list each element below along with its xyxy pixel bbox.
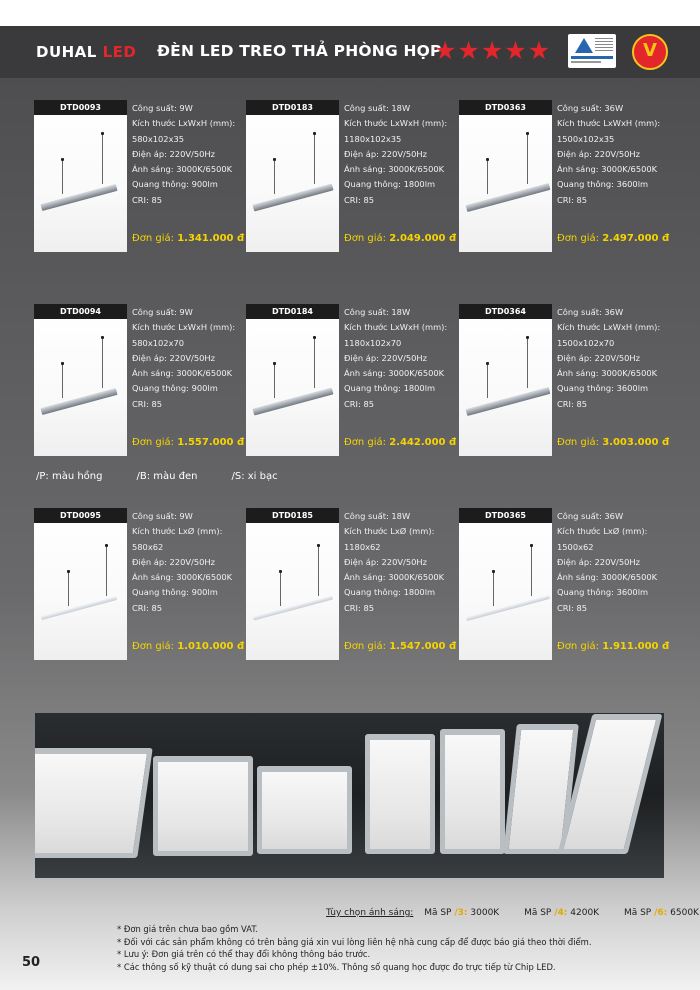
quality-award-icon: V: [632, 34, 668, 70]
spec-cri: CRI: 85: [344, 194, 374, 205]
spec-lumen: Quang thông: 1800lm: [344, 383, 436, 394]
product-price: [344, 641, 456, 652]
product-image: [459, 508, 552, 660]
lamp-body: [41, 596, 117, 620]
suspension-wire: [318, 546, 319, 596]
spec-voltage: Điện áp: 220V/50Hz: [132, 352, 215, 363]
price-value: 1.557.000 đ: [177, 437, 245, 448]
product-code: DTD0364: [459, 304, 552, 319]
ceiling-cap: [67, 570, 70, 573]
price-value: 1.547.000 đ: [389, 641, 457, 652]
product-specs: [132, 305, 250, 412]
price-label: Đơn giá:: [132, 437, 175, 448]
spec-light: Ánh sáng: 3000K/6500K: [132, 572, 233, 583]
suspension-wire: [487, 364, 488, 398]
spec-cri: CRI: 85: [132, 194, 162, 205]
star-icon: ★: [504, 36, 527, 65]
price-label: Đơn giá:: [132, 641, 175, 652]
light-option: Mã SP /6: 6500K: [623, 908, 699, 918]
product-code: DTD0185: [246, 508, 339, 523]
product-price: [557, 641, 669, 652]
ceiling-cap: [101, 336, 104, 339]
iso-certificate-icon: [568, 34, 616, 68]
product-card: [246, 508, 458, 663]
price-label: Đơn giá:: [557, 233, 600, 244]
profile-photo: [35, 713, 664, 878]
suspension-wire: [487, 160, 488, 194]
product-price: [557, 233, 669, 244]
spec-light: Ánh sáng: 3000K/6500K: [344, 164, 445, 175]
page-header: [0, 26, 700, 78]
suspension-wire: [274, 364, 275, 398]
lamp-body: [252, 388, 333, 416]
ceiling-cap: [61, 158, 64, 161]
spec-size-label: Kích thước LxWxH (mm):: [557, 322, 661, 333]
spec-cri: CRI: 85: [557, 398, 587, 409]
ceiling-cap: [279, 570, 282, 573]
ceiling-cap: [317, 544, 320, 547]
suspension-wire: [274, 160, 275, 194]
price-value: 2.049.000 đ: [389, 233, 457, 244]
lamp-body: [466, 595, 550, 621]
lamp-body: [40, 388, 117, 415]
product-card: [459, 304, 671, 459]
lamp-body: [253, 595, 333, 620]
suspension-wire: [527, 134, 528, 184]
suspension-wire: [314, 338, 315, 388]
spec-voltage: Điện áp: 220V/50Hz: [132, 556, 215, 567]
suspension-wire: [102, 134, 103, 184]
spec-voltage: Điện áp: 220V/50Hz: [344, 556, 427, 567]
product-price: [132, 641, 244, 652]
suspension-wire: [62, 364, 63, 398]
spec-voltage: Điện áp: 220V/50Hz: [557, 148, 640, 159]
spec-power: Công suất: 18W: [344, 307, 411, 317]
legend-item: /P: màu hồng: [36, 471, 103, 482]
ceiling-cap: [101, 132, 104, 135]
legend-item: /B: màu đen: [136, 471, 198, 482]
footnote: * Các thông số kỹ thuật có dung sai cho phép ±10%. Thông số quang học được đo trực tiếp từ Chip LED.: [117, 961, 556, 972]
spec-light: Ánh sáng: 3000K/6500K: [132, 164, 233, 175]
spec-cri: CRI: 85: [344, 398, 374, 409]
footnote: * Đối với các sản phẩm không có trên bảng giá xin vui lòng liên hệ nhà cung cấp để được báo giá theo thời điểm.: [117, 936, 592, 947]
spec-voltage: Điện áp: 220V/50Hz: [344, 352, 427, 363]
ceiling-cap: [526, 336, 529, 339]
light-option: Mã SP /3: 3000K: [424, 908, 500, 918]
spec-size: 1500x62: [557, 541, 594, 552]
product-image: [459, 304, 552, 456]
spec-voltage: Điện áp: 220V/50Hz: [557, 556, 640, 567]
brand-logo: [36, 43, 136, 61]
product-specs: [557, 101, 675, 208]
spec-light: Ánh sáng: 3000K/6500K: [344, 368, 445, 379]
spec-light: Ánh sáng: 3000K/6500K: [132, 368, 233, 379]
lamp-body: [252, 184, 333, 212]
product-specs: [344, 305, 462, 412]
suspension-wire: [493, 572, 494, 606]
spec-size-label: Kích thước LxØ (mm):: [132, 526, 223, 537]
price-value: 1.911.000 đ: [602, 641, 670, 652]
product-card: [246, 304, 458, 459]
lamp-body: [40, 184, 117, 211]
rating-stars: [434, 38, 550, 63]
light-option: Mã SP /4: 4200K: [524, 908, 600, 918]
suspension-wire: [106, 546, 107, 596]
suspension-wire: [68, 572, 69, 606]
spec-light: Ánh sáng: 3000K/6500K: [557, 164, 658, 175]
suspension-wire: [280, 572, 281, 606]
product-card: [34, 304, 246, 459]
ceiling-cap: [105, 544, 108, 547]
color-legend: [36, 471, 312, 482]
product-specs: [344, 101, 462, 208]
product-specs: [557, 509, 675, 616]
star-icon: ★: [434, 36, 457, 65]
ceiling-cap: [486, 158, 489, 161]
light-option-label: Tùy chọn ánh sáng:: [326, 908, 414, 918]
product-code: DTD0094: [34, 304, 127, 319]
spec-voltage: Điện áp: 220V/50Hz: [132, 148, 215, 159]
spec-size: 1500x102x35: [557, 133, 615, 144]
product-card: [34, 100, 246, 255]
product-card: [246, 100, 458, 255]
product-code: DTD0095: [34, 508, 127, 523]
spec-lumen: Quang thông: 900lm: [132, 587, 218, 598]
product-code: DTD0183: [246, 100, 339, 115]
page-title: ĐÈN LED TREO THẢ PHÒNG HỌP: [157, 42, 442, 60]
spec-cri: CRI: 85: [132, 398, 162, 409]
product-image: [34, 508, 127, 660]
price-label: Đơn giá:: [344, 641, 387, 652]
suspension-wire: [314, 134, 315, 184]
spec-lumen: Quang thông: 3600lm: [557, 179, 649, 190]
spec-voltage: Điện áp: 220V/50Hz: [557, 352, 640, 363]
price-value: 1.341.000 đ: [177, 233, 245, 244]
spec-cri: CRI: 85: [557, 602, 587, 613]
star-icon: ★: [457, 36, 480, 65]
spec-lumen: Quang thông: 3600lm: [557, 383, 649, 394]
spec-power: Công suất: 18W: [344, 511, 411, 521]
price-value: 3.003.000 đ: [602, 437, 670, 448]
legend-item: /S: xi bạc: [231, 471, 278, 482]
spec-size-label: Kích thước LxWxH (mm):: [132, 118, 236, 129]
price-label: Đơn giá:: [344, 437, 387, 448]
product-image: [459, 100, 552, 252]
spec-cri: CRI: 85: [344, 602, 374, 613]
spec-power: Công suất: 9W: [132, 511, 193, 521]
spec-lumen: Quang thông: 1800lm: [344, 587, 436, 598]
spec-size-label: Kích thước LxWxH (mm):: [344, 322, 448, 333]
ceiling-cap: [486, 362, 489, 365]
product-image: [34, 100, 127, 252]
spec-cri: CRI: 85: [132, 602, 162, 613]
spec-size-label: Kích thước LxWxH (mm):: [557, 118, 661, 129]
footnote: * Đơn giá trên chưa bao gồm VAT.: [117, 924, 259, 934]
product-code: DTD0365: [459, 508, 552, 523]
spec-light: Ánh sáng: 3000K/6500K: [557, 368, 658, 379]
spec-size: 1180x102x35: [344, 133, 402, 144]
spec-size: 1180x102x70: [344, 337, 402, 348]
spec-cri: CRI: 85: [557, 194, 587, 205]
ceiling-cap: [313, 336, 316, 339]
spec-power: Công suất: 36W: [557, 103, 624, 113]
ceiling-cap: [61, 362, 64, 365]
product-card: [459, 508, 671, 663]
product-image: [246, 304, 339, 456]
price-label: Đơn giá:: [557, 437, 600, 448]
spec-size-label: Kích thước LxØ (mm):: [557, 526, 648, 537]
product-price: [344, 233, 456, 244]
product-card: [459, 100, 671, 255]
suspension-wire: [527, 338, 528, 388]
spec-size: 1180x62: [344, 541, 381, 552]
product-specs: [132, 101, 250, 208]
suspension-wire: [531, 546, 532, 596]
spec-lumen: Quang thông: 3600lm: [557, 587, 649, 598]
spec-power: Công suất: 36W: [557, 307, 624, 317]
spec-size: 580x102x70: [132, 337, 185, 348]
lamp-body: [466, 387, 551, 416]
product-price: [132, 233, 244, 244]
ceiling-cap: [492, 570, 495, 573]
product-specs: [557, 305, 675, 412]
product-price: [344, 437, 456, 448]
spec-power: Công suất: 18W: [344, 103, 411, 113]
star-icon: ★: [480, 36, 504, 65]
price-label: Đơn giá:: [557, 641, 600, 652]
product-price: [132, 437, 244, 448]
spec-power: Công suất: 9W: [132, 103, 193, 113]
spec-power: Công suất: 36W: [557, 511, 624, 521]
product-code: DTD0184: [246, 304, 339, 319]
product-card: [34, 508, 246, 663]
ceiling-cap: [273, 158, 276, 161]
brand-name: DUHAL: [36, 43, 97, 61]
price-label: Đơn giá:: [132, 233, 175, 244]
price-value: 2.497.000 đ: [602, 233, 670, 244]
product-price: [557, 437, 669, 448]
spec-power: Công suất: 9W: [132, 307, 193, 317]
spec-size-label: Kích thước LxØ (mm):: [344, 526, 435, 537]
ceiling-cap: [273, 362, 276, 365]
price-label: Đơn giá:: [344, 233, 387, 244]
product-specs: [132, 509, 250, 616]
suspension-wire: [102, 338, 103, 388]
spec-voltage: Điện áp: 220V/50Hz: [344, 148, 427, 159]
spec-lumen: Quang thông: 900lm: [132, 383, 218, 394]
spec-light: Ánh sáng: 3000K/6500K: [557, 572, 658, 583]
page-number: 50: [22, 955, 41, 970]
product-code: DTD0093: [34, 100, 127, 115]
ceiling-cap: [530, 544, 533, 547]
product-image: [246, 100, 339, 252]
suspension-wire: [62, 160, 63, 194]
ceiling-cap: [313, 132, 316, 135]
light-option-row: [326, 908, 699, 918]
brand-accent: LED: [102, 43, 137, 61]
ceiling-cap: [526, 132, 529, 135]
product-code: DTD0363: [459, 100, 552, 115]
spec-size: 580x102x35: [132, 133, 185, 144]
price-value: 2.442.000 đ: [389, 437, 457, 448]
spec-size: 580x62: [132, 541, 164, 552]
footnote: * Lưu ý: Đơn giá trên có thể thay đổi không thông báo trước.: [117, 949, 371, 960]
product-image: [34, 304, 127, 456]
product-specs: [344, 509, 462, 616]
spec-size-label: Kích thước LxWxH (mm):: [132, 322, 236, 333]
spec-lumen: Quang thông: 1800lm: [344, 179, 436, 190]
spec-size: 1500x102x70: [557, 337, 615, 348]
spec-light: Ánh sáng: 3000K/6500K: [344, 572, 445, 583]
footnotes: [117, 923, 592, 973]
product-image: [246, 508, 339, 660]
spec-lumen: Quang thông: 900lm: [132, 179, 218, 190]
lamp-body: [466, 183, 551, 212]
star-icon: ★: [527, 36, 551, 65]
price-value: 1.010.000 đ: [177, 641, 245, 652]
top-margin: [0, 0, 700, 26]
spec-size-label: Kích thước LxWxH (mm):: [344, 118, 448, 129]
